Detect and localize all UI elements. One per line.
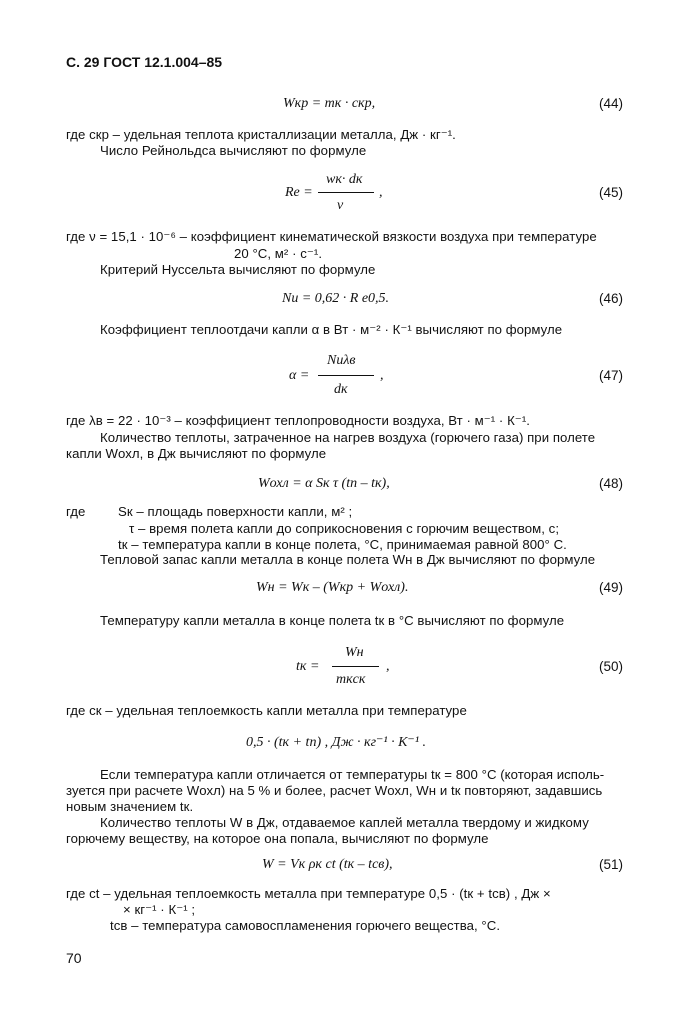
text-line: Количество теплоты, затраченное на нагрев воздуха (горючего газа) при полете — [100, 430, 596, 445]
fraction-bar — [332, 666, 379, 667]
text-line: где λв = 22 · 10⁻³ – коэффициент теплопроводности воздуха, Вт · м⁻¹ · К⁻¹. — [66, 413, 530, 428]
equation-number-51: (51) — [599, 857, 624, 872]
text-line: 20 °С, м² · с⁻¹. — [234, 246, 323, 261]
formula-47-denominator: dк — [334, 382, 348, 397]
fraction-bar — [318, 192, 374, 193]
formula-47-tail: , — [380, 368, 384, 383]
formula-capacity: 0,5 · (tк + tп) , Дж · кг⁻¹ · К⁻¹ . — [246, 735, 427, 750]
equation-number-45: (45) — [599, 185, 624, 200]
text-line: горючему веществу, на которое она попала, вычисляют по формуле — [66, 831, 489, 846]
text-line: Число Рейнольдса вычисляют по формуле — [100, 143, 367, 158]
text-line: новым значением tк. — [66, 799, 194, 814]
text-line: где ct – удельная теплоемкость металла при температуре 0,5 · (tк + tсв) , Дж × — [66, 886, 551, 901]
fraction-bar — [318, 375, 374, 376]
text-line: где — [66, 504, 86, 519]
equation-number-47: (47) — [599, 368, 624, 383]
text-line: Если температура капли отличается от температуры tк = 800 °С (которая исполь- — [100, 767, 605, 782]
text-line: × кг⁻¹ · К⁻¹ ; — [123, 902, 196, 917]
formula-44: Wкр = mк · cкр, — [283, 96, 376, 111]
formula-45-tail: , — [379, 185, 383, 200]
text-line: Температуру капли металла в конце полета tк в °С вычисляют по формуле — [100, 613, 565, 628]
formula-50-tail: , — [386, 659, 390, 674]
page-header: С. 29 ГОСТ 12.1.004–85 — [66, 54, 223, 70]
text-line: tк – температура капли в конце полета, °С, принимаемая равной 800° С. — [118, 537, 567, 552]
equation-number-44: (44) — [599, 96, 624, 111]
formula-49: Wн = Wк – (Wкр + Wохл). — [256, 580, 409, 595]
formula-47-numerator: Nuλв — [327, 353, 356, 368]
text-line: Критерий Нуссельта вычисляют по формуле — [100, 262, 376, 277]
equation-number-50: (50) — [599, 659, 624, 674]
text-line: tсв – температура самовоспламенения горючего вещества, °С. — [110, 918, 501, 933]
formula-46: Nu = 0,62 · R e0,5. — [282, 291, 390, 306]
formula-48: Wохл = α Sк τ (tп – tк), — [258, 476, 390, 491]
text-line: где cкр – удельная теплота кристаллизации металла, Дж · кг⁻¹. — [66, 127, 456, 142]
page-number: 70 — [66, 950, 82, 966]
text-line: где cк – удельная теплоемкость капли металла при температуре — [66, 703, 467, 718]
text-line: где ν = 15,1 · 10⁻⁶ – коэффициент кинематической вязкости воздуха при температуре — [66, 229, 597, 244]
text-line: капли Wохл, в Дж вычисляют по формуле — [66, 446, 327, 461]
text-line: зуется при расчете Wохл) на 5 % и более, расчет Wохл, Wн и tк повторяют, задавшись — [66, 783, 603, 798]
formula-50-numerator: Wн — [345, 645, 364, 660]
equation-number-46: (46) — [599, 291, 624, 306]
text-line: Коэффициент теплоотдачи капли α в Вт · м⁻² · К⁻¹ вычисляют по формуле — [100, 322, 563, 337]
formula-45-numerator: wк· dк — [326, 172, 363, 187]
formula-45-denominator: ν — [337, 198, 344, 213]
formula-51: W = Vк ρк ct (tк – tсв), — [262, 857, 393, 872]
text-line: Количество теплоты W в Дж, отдаваемое каплей металла твердому и жидкому — [100, 815, 589, 830]
equation-number-49: (49) — [599, 580, 624, 595]
text-line: Тепловой запас капли металла в конце полета Wн в Дж вычисляют по формуле — [100, 552, 596, 567]
equation-number-48: (48) — [599, 476, 624, 491]
text-line: τ – время полета капли до соприкосновения с горючим веществом, с; — [129, 521, 560, 536]
text-line: Sк – площадь поверхности капли, м² ; — [118, 504, 353, 519]
formula-50-denominator: mкcк — [336, 672, 366, 687]
formula-47-lhs: α = — [289, 368, 310, 383]
formula-50-lhs: tк = — [296, 659, 320, 674]
formula-45-lhs: Re = — [285, 185, 313, 200]
